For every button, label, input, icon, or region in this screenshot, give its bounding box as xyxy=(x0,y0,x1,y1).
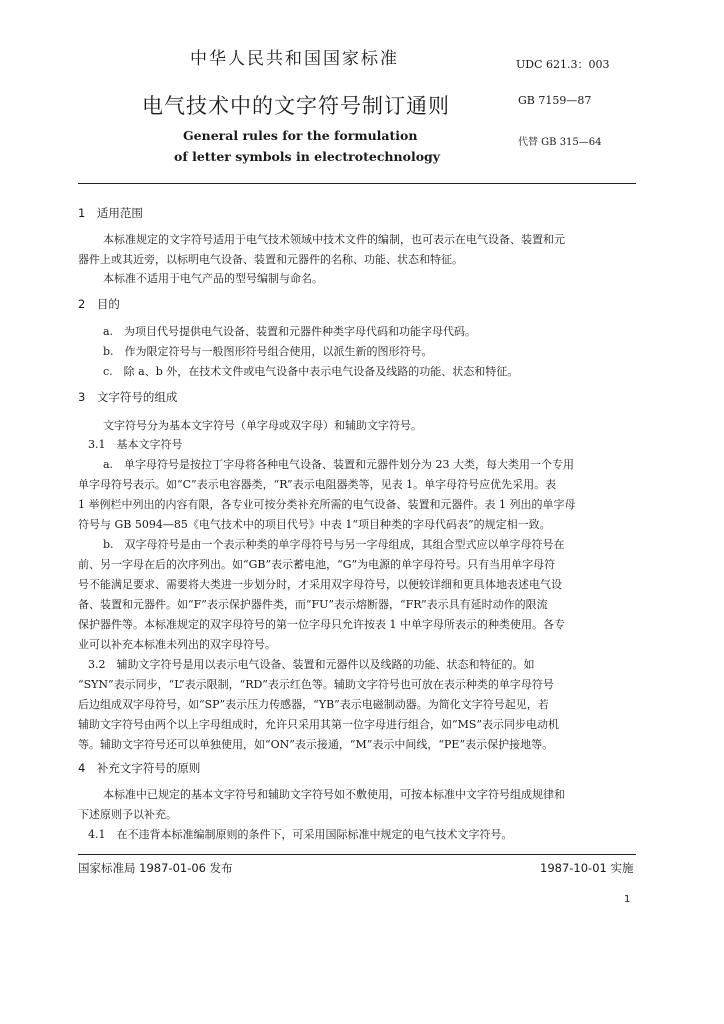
paragraph-line: 本标准不适用于电气产品的型号编制与命名。 xyxy=(103,272,323,285)
paragraph-line: 备、装置和元器件。如“F”表示保护器件类，而“FU”表示熔断器，“FR”表示具有延时动作的限流 xyxy=(78,598,548,611)
paragraph-line: 号不能满足要求、需要将大类进一步划分时，才采用双字母符号，以便较详细和更具体地表述电气设 xyxy=(78,578,562,591)
list-item: c. 除 a、b 外，在技术文件或电气设备中表示电气设备及线路的功能、状态和特征。 xyxy=(103,365,519,378)
paragraph-line: 符号与 GB 5094—85《电气技术中的项目代号》中表 1“项目种类的字母代码表”的规定相一致。 xyxy=(78,518,551,531)
list-item: a. 为项目代号提供电气设备、装置和元器件种类字母代码和功能字母代码。 xyxy=(103,325,477,338)
paragraph-line: 单字母符号表示。如“C”表示电容器类，“R”表示电阻器类等，见表 1。单字母符号应优先采用。表 xyxy=(78,478,557,491)
section-heading: 1 适用范围 xyxy=(78,206,143,220)
paragraph-line: 4.1 在不违背本标准编制原则的条件下，可采用国际标准中规定的电气技术文字符号。 xyxy=(88,828,513,841)
gb-number: GB 7159—87 xyxy=(518,94,592,107)
udc-code: UDC 621.3：003 xyxy=(516,58,610,71)
list-item: b. 作为限定符号与一般图形符号组合使用，以派生新的图形符号。 xyxy=(103,345,433,358)
section-heading: 4 补充文字符号的原则 xyxy=(78,761,201,775)
issue-date: 国家标准局 1987-01-06 发布 xyxy=(78,861,233,875)
paragraph-line: 下述原则予以补充。 xyxy=(78,808,177,821)
paragraph-line: a. 单字母符号是按拉丁字母将各种电气设备、装置和元器件划分为 23 大类，每大类用一个专用 xyxy=(103,458,575,471)
paragraph-line: 保护器件等。本标准规定的双字母符号的第一位字母只允许按表 1 中单字母所表示的种类使用。各专 xyxy=(78,618,565,631)
section-heading: 3 文字符号的组成 xyxy=(78,390,178,404)
footer-divider xyxy=(78,854,636,855)
subsection-heading: 3.1 基本文字符号 xyxy=(88,438,183,451)
paragraph-line: 后边组成双字母符号，如“SP”表示压力传感器，“YB”表示电磁制动器。为简化文字符号起见，若 xyxy=(78,698,549,711)
section-heading: 2 目的 xyxy=(78,297,120,311)
paragraph-line: 本标准中已规定的基本文字符号和辅助文字符号如不敷使用，可按本标准中文字符号组成规律和 xyxy=(103,788,565,801)
english-title-line1: General rules for the formulation xyxy=(183,128,418,143)
paragraph-line: b. 双字母符号是由一个表示种类的单字母符号与另一字母组成，其组合型式应以单字母符号在 xyxy=(103,538,565,551)
paragraph-line: 辅助文字符号由两个以上字母组成时，允许只采用其第一位字母进行组合，如“MS”表示同步电动机 xyxy=(78,718,560,731)
paragraph-line: 文字符号分为基本文字符号（单字母或双字母）和辅助文字符号。 xyxy=(103,419,422,432)
paragraph-line: 业可以补充本标准未列出的双字母符号。 xyxy=(78,638,276,651)
english-title-line2: of letter symbols in electrotechnology xyxy=(174,149,441,164)
paragraph-line: 器件上或其近旁，以标明电气设备、装置和元器件的名称、功能、状态和特征。 xyxy=(78,253,463,266)
paragraph-line: “SYN”表示同步，“L”表示限制，“RD”表示红色等。辅助文字符号也可放在表示种类的单字母符号 xyxy=(78,678,554,691)
paragraph-line: 等。辅助文字符号还可以单独使用，如“ON”表示接通，“M”表示中间线，“PE”表示保护接地等。 xyxy=(78,738,554,751)
paragraph-line: 前、另一字母在后的次序列出。如“GB”表示蓄电池，“G”为电源的单字母符号。只有当用单字母符 xyxy=(78,558,556,571)
paragraph-line: 1 举例栏中列出的内容有限，各专业可按分类补充所需的电气设备、装置和元器件。表 1 列出的单字母 xyxy=(78,498,576,511)
replaces-standard: 代替 GB 315—64 xyxy=(518,137,602,148)
header-divider xyxy=(78,183,636,184)
paragraph-line: 3.2 辅助文字符号是用以表示电气设备、装置和元器件以及线路的功能、状态和特征的。如 xyxy=(88,658,535,671)
page-number: 1 xyxy=(624,894,631,905)
effective-date: 1987-10-01 实施 xyxy=(540,861,634,875)
document-title: 电气技术中的文字符号制订通则 xyxy=(142,94,450,118)
paragraph-line: 本标准规定的文字符号适用于电气技术领域中技术文件的编制，也可表示在电气设备、装置和元 xyxy=(103,233,565,246)
standard-type-title: 中华人民共和国国家标准 xyxy=(190,49,399,69)
